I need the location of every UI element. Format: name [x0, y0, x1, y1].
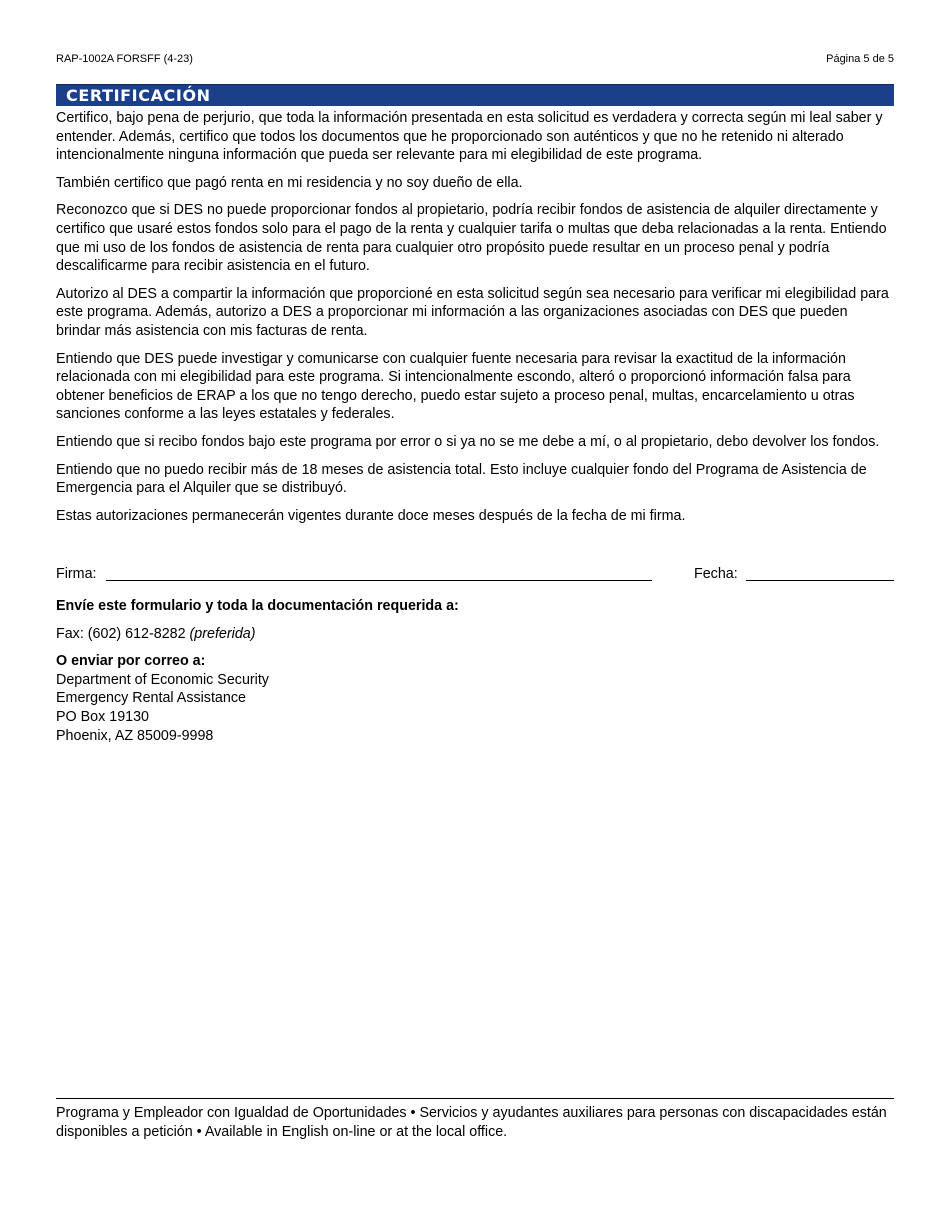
address-line: Department of Economic Security [56, 671, 269, 688]
paragraph-rent-paid: También certifico que pagó renta en mi residencia y no soy dueño de ella. [56, 174, 523, 191]
paragraph-investigation: Entiendo que DES puede investigar y comunicarse con cualquier fuente necesaria para revisar la exactitud de la información relacionada con mi elegibilidad para este programa. Si intencionalmente escondo, alteró o proporcionó información falsa para obtener beneficios de ERAP a los que no tengo derecho, puedo estar sujeto a proceso penal, multas, encarcelamiento u otras sanciones conforme a las leyes estatales y federales. [56, 350, 855, 423]
paragraph-certify-truth: Certifico, bajo pena de perjurio, que toda la información presentada en esta solicitud es verdadera y correcta según mi leal saber y entender. Además, certifico que todos los documentos que he proporcionado son auténticos y que no he retenido ni alterado intencionalmente ninguna información que pueda ser relevante para mi elegibilidad de este programa. [56, 110, 883, 164]
paragraph-return-funds: Entiendo que si recibo fondos bajo este programa por error o si ya no se me debe a mí, o al propietario, debo devolver los fondos. [56, 433, 880, 450]
fax-note: (preferida) [189, 625, 256, 642]
address-line: Phoenix, AZ 85009-9998 [56, 727, 214, 744]
submission-heading: Envíe este formulario y toda la documentación requerida a: [56, 598, 459, 614]
address-line: Emergency Rental Assistance [56, 690, 246, 707]
footer-text: Programa y Empleador con Igualdad de Oportunidades • Servicios y ayudantes auxiliares para personas con discapacidades están disponibles a petición • Available in English on-line or at the local office. [56, 1105, 887, 1140]
page-header [56, 53, 894, 65]
date-label: Fecha: [694, 566, 738, 582]
address-line: PO Box 19130 [56, 708, 149, 725]
section-title: CERTIFICACIÓN [66, 86, 211, 105]
paragraph-funds-use: Reconozco que si DES no puede proporcionar fondos al propietario, podría recibir fondos de asistencia de alquiler directamente y certifico que usaré estos fondos solo para el pago de la renta y cualquier tarifa o multas que deba relacionadas a la renta. Entiendo que mi uso de los fondos de asistencia de renta para cualquier otro propósito puede resultar en un proceso penal y podría descalificarme para recibir asistencia en el futuro. [56, 202, 887, 275]
paragraph-validity: Estas autorizaciones permanecerán vigentes durante doce meses después de la fecha de mi firma. [56, 507, 686, 524]
certification-body [56, 109, 894, 534]
date-field[interactable] [746, 580, 894, 581]
paragraph-max-months: Entiendo que no puedo recibir más de 18 meses de asistencia total. Esto incluye cualquier fondo del Programa de Asistencia de Emergencia para el Alquiler que se distribuyó. [56, 461, 867, 497]
paragraph-authorize-share: Autorizo al DES a compartir la información que proporcioné en esta solicitud según sea necesario para verificar mi elegibilidad para este programa. Además, autorizo a DES a proporcionar mi información a las organizaciones asociadas con DES que pueden brindar más asistencia con mis facturas de renta. [56, 285, 889, 339]
document-page [56, 0, 894, 1230]
signature-field[interactable] [106, 580, 652, 581]
footer-divider [56, 1098, 894, 1099]
fax-line [56, 625, 894, 644]
page-number: Página 5 de 5 [826, 53, 894, 65]
signature-row [56, 566, 894, 586]
mail-heading: O enviar por correo a: [56, 653, 206, 670]
submission-instructions [56, 597, 894, 745]
fax-number: Fax: (602) 612-8282 [56, 625, 186, 642]
signature-label: Firma: [56, 566, 97, 582]
form-id: RAP-1002A FORSFF (4-23) [56, 53, 193, 65]
section-header-bar [56, 84, 894, 106]
